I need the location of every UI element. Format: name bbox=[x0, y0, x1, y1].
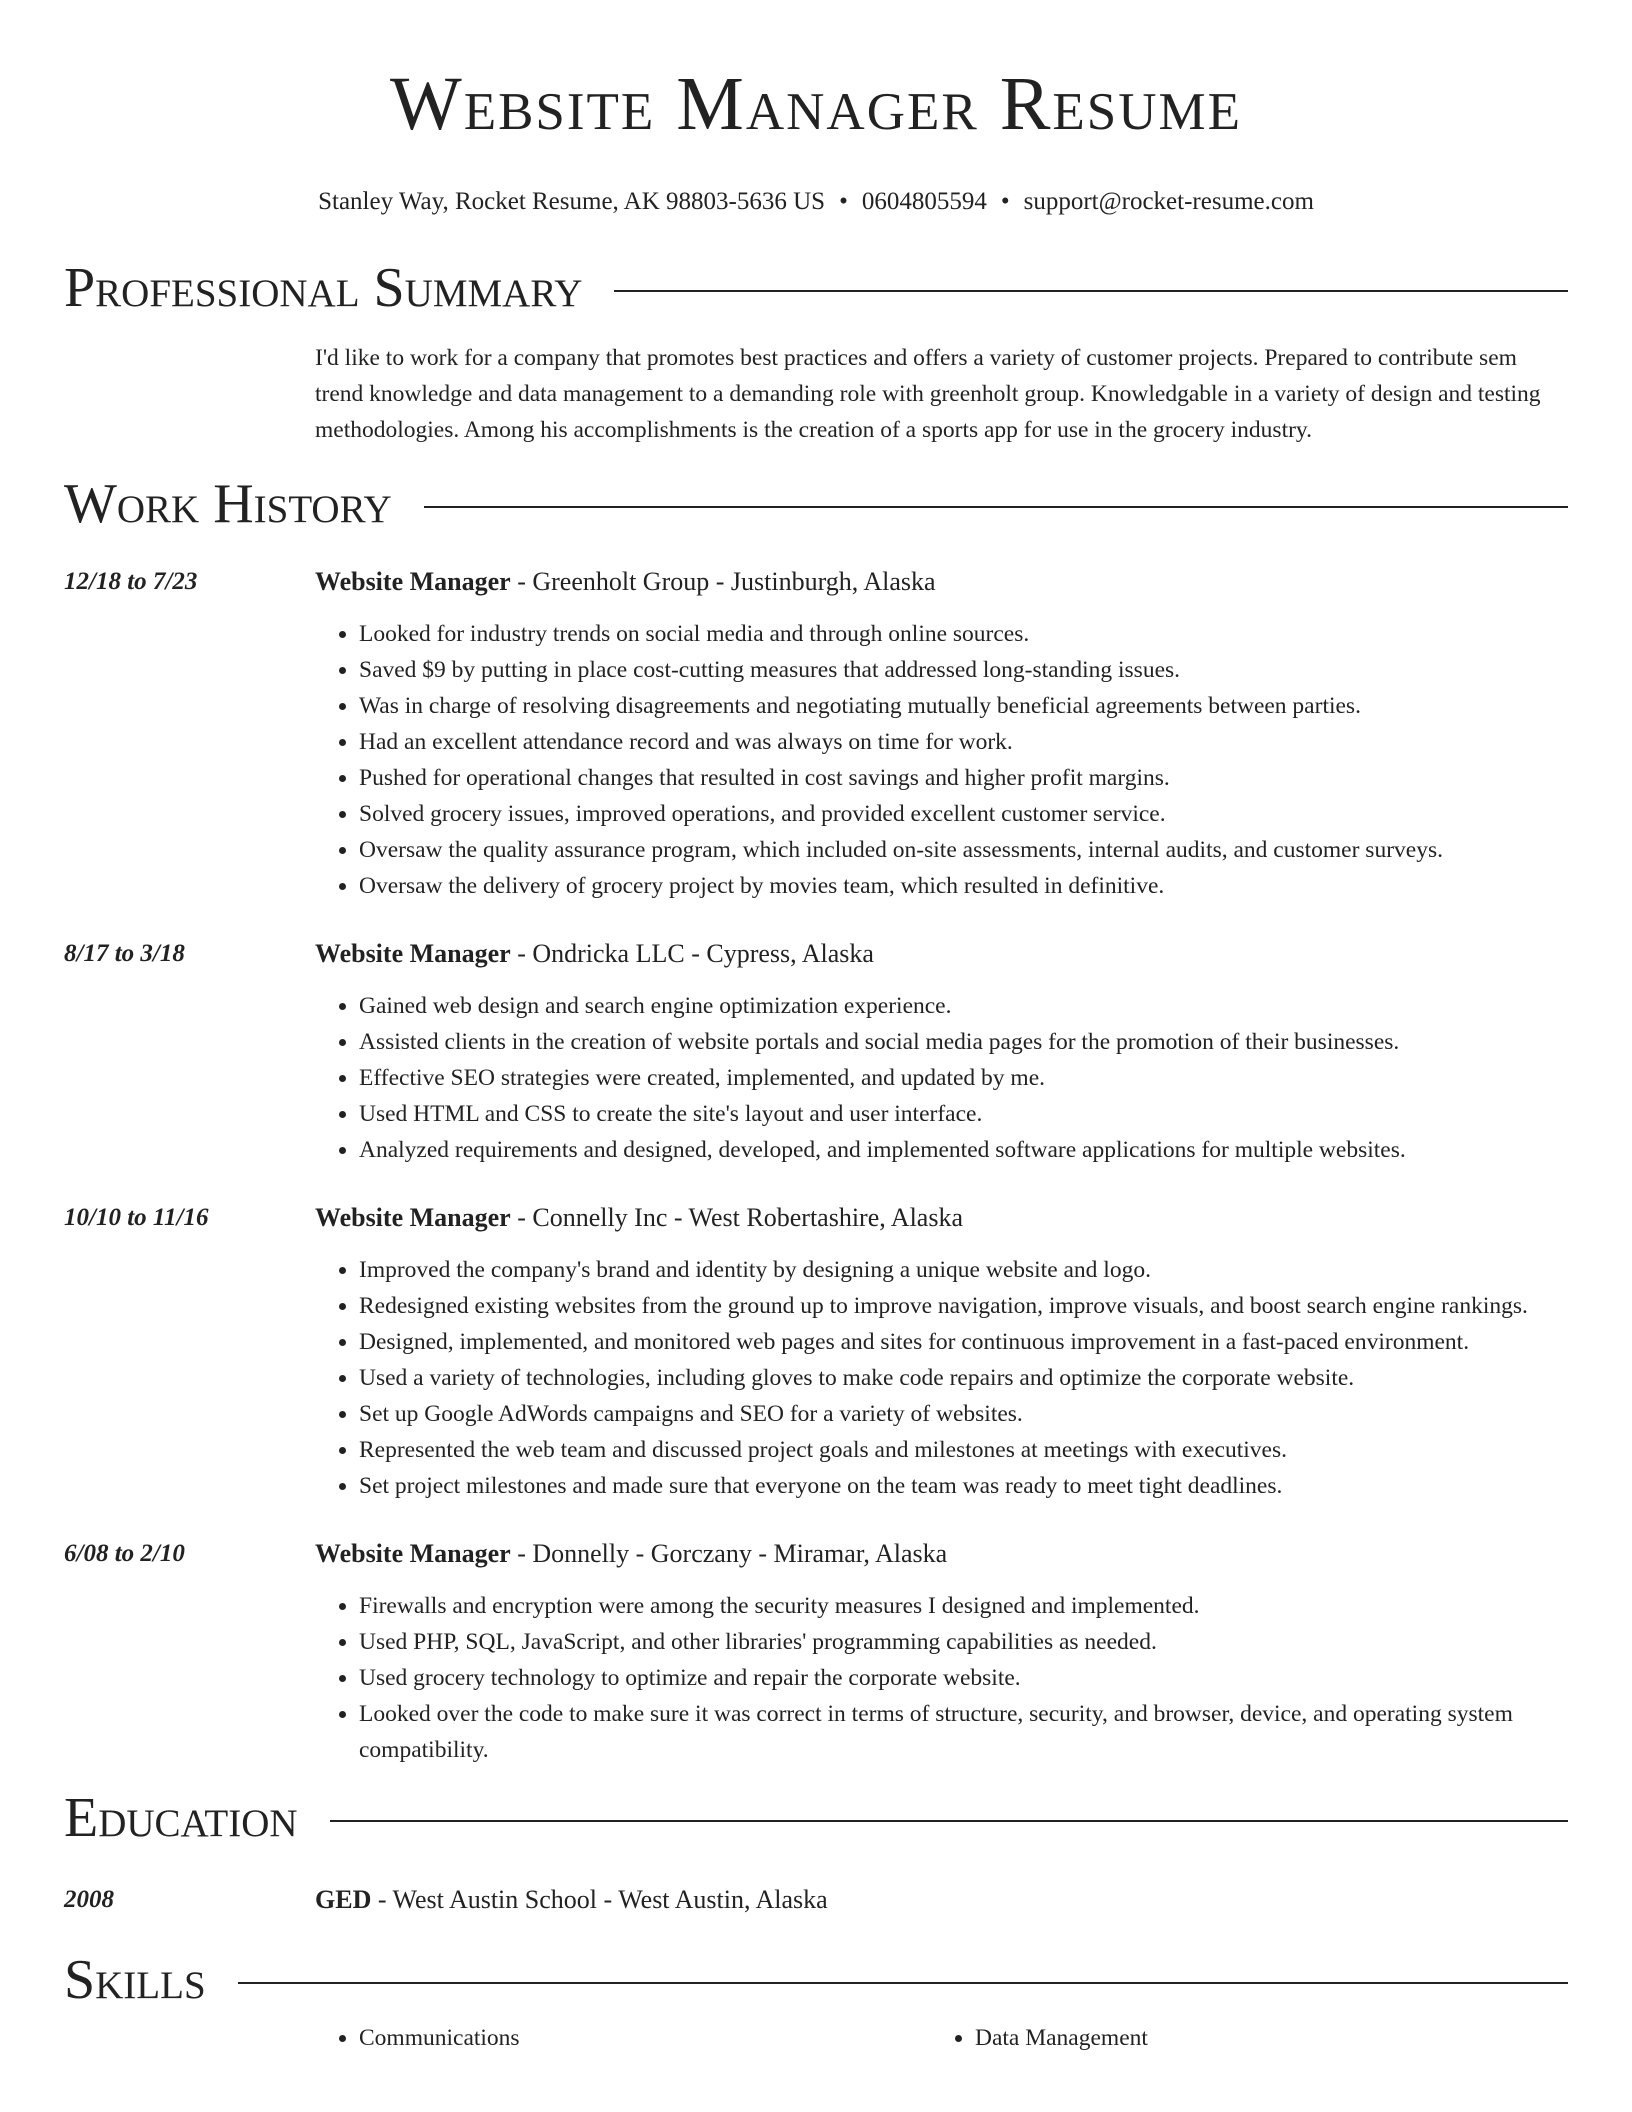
job-bullets bbox=[315, 1252, 1568, 1504]
job-body bbox=[315, 566, 1568, 904]
skills-list bbox=[315, 2020, 931, 2056]
education-text bbox=[315, 1884, 828, 1916]
contact-separator: • bbox=[1000, 188, 1010, 215]
list-item: • Used HTML and CSS to create the site's layout and user interface. bbox=[359, 1096, 1568, 1132]
summary-text: I'd like to work for a company that promotes best practices and offers a variety of customer projects. Prepared to contribute sem trend knowledge and data management to a demanding role with greenholt group. Knowledgable in a variety of design and testing methodologies. Among his accomplishments is the creation of a sports app for use in the grocery industry. bbox=[315, 345, 1541, 443]
section-divider bbox=[614, 290, 1568, 292]
list-item: • Set project milestones and made sure that everyone on the team was ready to meet tight deadlines. bbox=[359, 1468, 1568, 1504]
job-dates: 6/08 to 2/10 bbox=[64, 1540, 185, 1567]
section-divider bbox=[330, 1820, 1568, 1822]
list-item: • Set up Google AdWords campaigns and SEO for a variety of websites. bbox=[359, 1396, 1568, 1432]
list-item: • Looked for industry trends on social media and through online sources. bbox=[359, 616, 1568, 652]
job-title-line bbox=[315, 1538, 1568, 1570]
list-item: • Used grocery technology to optimize and repair the corporate website. bbox=[359, 1660, 1568, 1696]
education-heading: Education bbox=[64, 1787, 298, 1849]
job-entry bbox=[64, 1202, 1568, 1504]
job-title-line bbox=[315, 938, 1568, 970]
job-title-line bbox=[315, 566, 1568, 598]
list-item: • Analyzed requirements and designed, developed, and implemented software applications for multiple websites. bbox=[359, 1132, 1568, 1168]
phone: 0604805594 bbox=[861, 188, 987, 215]
skills-column-right bbox=[931, 2020, 1547, 2056]
job-role: Website Manager bbox=[315, 567, 511, 596]
job-entry bbox=[64, 566, 1568, 904]
list-item: • Assisted clients in the creation of website portals and social media pages for the promotion of their businesses. bbox=[359, 1024, 1568, 1060]
summary-heading: Professional Summary bbox=[64, 257, 583, 319]
summary-section-header bbox=[64, 258, 1568, 318]
education-degree: GED bbox=[315, 1885, 372, 1914]
skills-list bbox=[931, 2020, 1547, 2056]
skill-item: • Data Management bbox=[975, 2020, 1547, 2056]
job-bullets bbox=[315, 1588, 1568, 1768]
contact-separator: • bbox=[839, 188, 848, 215]
education-entry bbox=[64, 1884, 1568, 1916]
contact-line bbox=[64, 186, 1568, 218]
skills-grid bbox=[315, 2020, 1568, 2056]
list-item: • Redesigned existing websites from the ground up to improve navigation, improve visuals, and boost search engine rankings. bbox=[359, 1288, 1568, 1324]
job-entry bbox=[64, 938, 1568, 1168]
job-title-line bbox=[315, 1202, 1568, 1234]
list-item: • Had an excellent attendance record and was always on time for work. bbox=[359, 724, 1568, 760]
list-item: • Gained web design and search engine optimization experience. bbox=[359, 988, 1568, 1024]
job-role: Website Manager bbox=[315, 1203, 511, 1232]
list-item: • Used PHP, SQL, JavaScript, and other libraries' programming capabilities as needed. bbox=[359, 1624, 1568, 1660]
job-body bbox=[315, 938, 1568, 1168]
job-details: - Greenholt Group - Justinburgh, Alaska bbox=[510, 567, 936, 596]
job-details: - Connelly Inc - West Robertashire, Alaska bbox=[510, 1203, 964, 1232]
list-item: • Firewalls and encryption were among the security measures I designed and implemented. bbox=[359, 1588, 1568, 1624]
list-item: • Effective SEO strategies were created, implemented, and updated by me. bbox=[359, 1060, 1568, 1096]
work-section-header bbox=[64, 474, 1568, 534]
skills-section-header bbox=[64, 1950, 1568, 2010]
list-item: • Oversaw the delivery of grocery project by movies team, which resulted in definitive. bbox=[359, 868, 1568, 904]
list-item: • Designed, implemented, and monitored web pages and sites for continuous improvement in a fast-paced environment. bbox=[359, 1324, 1568, 1360]
list-item: • Saved $9 by putting in place cost-cutting measures that addressed long-standing issues. bbox=[359, 652, 1568, 688]
job-dates: 12/18 to 7/23 bbox=[64, 568, 198, 595]
job-bullets bbox=[315, 616, 1568, 904]
job-bullets bbox=[315, 988, 1568, 1168]
list-item: • Represented the web team and discussed project goals and milestones at meetings with executives. bbox=[359, 1432, 1568, 1468]
job-body bbox=[315, 1202, 1568, 1504]
list-item: • Pushed for operational changes that resulted in cost savings and higher profit margins. bbox=[359, 760, 1568, 796]
job-details: - Ondricka LLC - Cypress, Alaska bbox=[510, 939, 874, 968]
email: support@rocket-resume.com bbox=[1023, 188, 1314, 215]
address: Stanley Way, Rocket Resume, AK 98803-5636 US bbox=[318, 188, 826, 215]
job-role: Website Manager bbox=[315, 939, 511, 968]
education-year: 2008 bbox=[64, 1886, 114, 1913]
job-entry bbox=[64, 1538, 1568, 1768]
resume-title: Website Manager Resume bbox=[389, 62, 1243, 146]
section-divider bbox=[424, 506, 1568, 508]
list-item: • Was in charge of resolving disagreements and negotiating mutually beneficial agreements between parties. bbox=[359, 688, 1568, 724]
list-item: • Solved grocery issues, improved operations, and provided excellent customer service. bbox=[359, 796, 1568, 832]
job-dates: 8/17 to 3/18 bbox=[64, 940, 185, 967]
list-item: • Looked over the code to make sure it was correct in terms of structure, security, and browser, device, and operating system compatibility. bbox=[359, 1696, 1568, 1768]
list-item: • Used a variety of technologies, including gloves to make code repairs and optimize the corporate website. bbox=[359, 1360, 1568, 1396]
education-details: - West Austin School - West Austin, Alaska bbox=[371, 1885, 828, 1914]
list-item: • Oversaw the quality assurance program, which included on-site assessments, internal audits, and customer surveys. bbox=[359, 832, 1568, 868]
job-dates: 10/10 to 11/16 bbox=[64, 1204, 209, 1231]
job-role: Website Manager bbox=[315, 1539, 511, 1568]
section-divider bbox=[238, 1982, 1568, 1984]
job-body bbox=[315, 1538, 1568, 1768]
skills-heading: Skills bbox=[64, 1949, 206, 2011]
education-section-header bbox=[64, 1788, 1568, 1848]
job-details: - Donnelly - Gorczany - Miramar, Alaska bbox=[510, 1539, 948, 1568]
work-heading: Work History bbox=[64, 473, 392, 535]
list-item: • Improved the company's brand and identity by designing a unique website and logo. bbox=[359, 1252, 1568, 1288]
skills-column-left bbox=[315, 2020, 931, 2056]
skill-item: • Communications bbox=[359, 2020, 931, 2056]
